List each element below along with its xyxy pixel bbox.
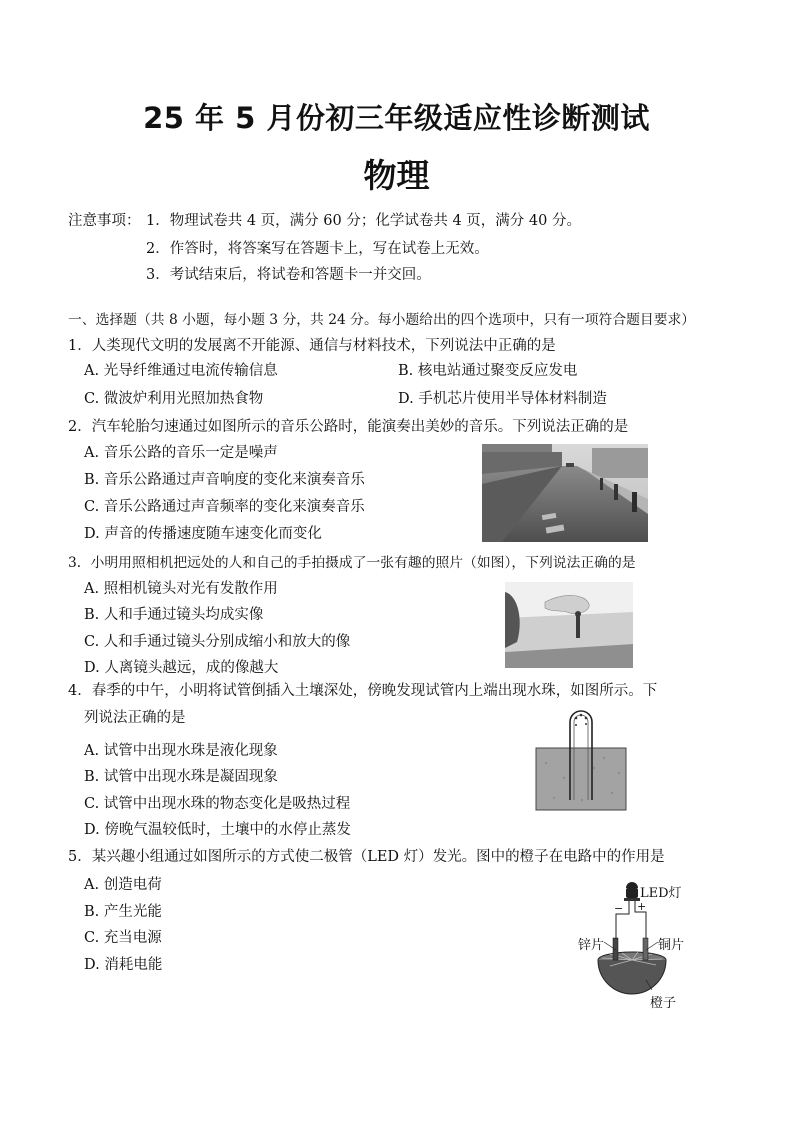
option: C. 微波炉利用光照加热食物 — [84, 391, 264, 407]
test-tube-soil-figure — [534, 708, 628, 812]
option: B. 音乐公路通过声音响度的变化来演奏音乐 — [84, 472, 365, 488]
option: C. 音乐公路通过声音频率的变化来演奏音乐 — [84, 499, 365, 515]
notice-item: 1．物理试卷共 4 页，满分 60 分；化学试卷共 4 页，满分 40 分。 — [146, 213, 581, 229]
question-stem: 1．人类现代文明的发展离不开能源、通信与材料技术，下列说法中正确的是 — [68, 338, 556, 354]
plus-sign: + — [637, 900, 647, 913]
option: C. 试管中出现水珠的物态变化是吸热过程 — [84, 796, 351, 812]
option: A. 试管中出现水珠是液化现象 — [84, 743, 278, 759]
option: A. 光导纤维通过电流传输信息 — [84, 363, 278, 379]
copper-label: 铜片 — [658, 938, 685, 953]
option: D. 手机芯片使用半导体材料制造 — [398, 391, 607, 407]
hand-person-photo — [505, 582, 633, 668]
exam-title: 25 年 5 月份初三年级适应性诊断测试 — [143, 101, 650, 135]
section-heading: 一、选择题（共 8 小题，每小题 3 分，共 24 分。每小题给出的四个选项中，只有一项符合题目要求） — [68, 312, 696, 328]
option: B. 人和手通过镜头均成实像 — [84, 607, 264, 623]
question-stem: 2．汽车轮胎匀速通过如图所示的音乐公路时，能演奏出美妙的音乐。下列说法正确的是 — [68, 419, 629, 435]
option: A. 音乐公路的音乐一定是噪声 — [84, 445, 278, 461]
music-road-photo — [482, 444, 648, 542]
question-stem: 4．春季的中午，小明将试管倒插入土壤深处，傍晚发现试管内上端出现水珠，如图所示。下 — [68, 683, 658, 699]
led-label: LED灯 — [640, 886, 682, 901]
option: A. 照相机镜头对光有发散作用 — [84, 581, 278, 597]
option: A. 创造电荷 — [84, 877, 162, 893]
orange-label: 橙子 — [650, 996, 677, 1011]
option: B. 核电站通过聚变反应发电 — [398, 363, 578, 379]
question-stem: 5．某兴趣小组通过如图所示的方式使二极管（LED 灯）发光。图中的橙子在电路中的作用是 — [68, 849, 665, 865]
option: D. 消耗电能 — [84, 957, 163, 973]
minus-sign: − — [614, 902, 624, 915]
notice-item: 2．作答时，将答案写在答题卡上，写在试卷上无效。 — [146, 241, 489, 257]
question-stem: 3．小明用照相机把远处的人和自己的手拍摄成了一张有趣的照片（如图），下列说法正确的是 — [68, 555, 636, 571]
option: D. 人离镜头越远，成的像越大 — [84, 660, 279, 676]
notice-label: 注意事项： — [68, 213, 141, 229]
orange-battery-figure — [576, 876, 716, 1014]
option: B. 产生光能 — [84, 904, 162, 920]
notice-item: 3．考试结束后，将试卷和答题卡一并交回。 — [146, 267, 431, 283]
zinc-label: 锌片 — [578, 938, 605, 953]
option: C. 充当电源 — [84, 930, 162, 946]
exam-subject: 物理 — [363, 156, 430, 195]
option: C. 人和手通过镜头分别成缩小和放大的像 — [84, 634, 351, 650]
question-stem-cont: 列说法正确的是 — [84, 710, 186, 726]
option: B. 试管中出现水珠是凝固现象 — [84, 769, 278, 785]
option: D. 声音的传播速度随车速变化而变化 — [84, 526, 322, 542]
option: D. 傍晚气温较低时，土壤中的水停止蒸发 — [84, 822, 351, 838]
